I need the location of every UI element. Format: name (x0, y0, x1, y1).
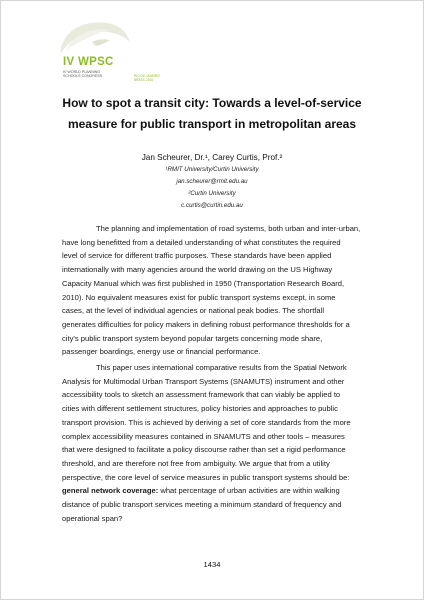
para2-line (62, 484, 362, 498)
para1-line: Capacity Manual which was first published in 1950 (Transportation Research Board, (62, 278, 345, 288)
para2-line: distance of public transport services meeting a minimum standard of frequency and (62, 500, 342, 510)
para1-line: 2010). No equivalent measures exist for public transport systems except, in some (62, 292, 336, 302)
para2-line: perspective, the core level of service measures in public transport systems should be: (62, 472, 350, 482)
para1-line: level of service for different traffic purposes. These standards have been applied (62, 251, 332, 261)
bold-term: general network coverage: (62, 486, 159, 496)
affiliation-1: ¹RMIT University/Curtin University (165, 166, 259, 173)
para1-line: passenger boardings, energy use or financial performance. (62, 347, 261, 357)
paragraph-2 (62, 361, 362, 525)
para2-line-text: This paper uses international comparative results from the Spatial Network (96, 363, 347, 372)
para2-line (62, 361, 362, 375)
para2-line: operational span? (62, 513, 123, 523)
para1-line: internationally with many agencies around the world drawing on the US Highway (62, 265, 333, 275)
affiliation-2: ²Curtin University (188, 190, 236, 197)
para1-line (62, 222, 362, 236)
logo-subtitle-line2: SCHOOLS CONGRESS (63, 74, 103, 79)
email-1: jan.scheurer@rmit.edu.au (176, 178, 248, 185)
logo-subtitle-line1: IV WORLD PLANNING (63, 70, 101, 74)
page-number: 1434 (203, 560, 221, 569)
para1-line: have long benefitted from a detailed understanding of what constitutes the required (62, 237, 341, 247)
para1-line: cases, at the level of individual agencies or national peak bodies. The shortfall (62, 306, 325, 316)
logo-subtitle (63, 70, 102, 79)
para2-line: threshold, and are therefore not free from ambiguity. We argue that from a utility (62, 458, 330, 468)
para2-line: accessibility tools to sketch an assessment framework that can viably be applied to (62, 390, 341, 400)
globe-icon (52, 20, 132, 56)
para1-line: generates difficulties for policy makers in defining robust performance thresholds for a (62, 319, 350, 329)
authors: Jan Scheurer, Dr.¹, Carey Curtis, Prof.² (141, 153, 283, 162)
paragraph-1 (62, 222, 362, 359)
logo-title: IV WPSC (63, 56, 114, 68)
para2-line: complex accessibility measures contained in SNAMUTS and other tools – measures (62, 431, 345, 441)
paper-title-line2: measure for public transport in metropolitan areas (67, 117, 357, 131)
para2-line-text: what percentage of urban activities are within walking (158, 486, 340, 496)
paper-title-line1: How to spot a transit city: Towards a level-of-service (62, 96, 362, 110)
para2-line: cities with different settlement structures, policy histories and approaches to public (62, 404, 338, 414)
email-2: c.curtis@curtin.edu.au (181, 202, 243, 209)
para1-line: city's public transport system beyond popular targets concerning mode share, (62, 333, 323, 343)
para2-line: Analysis for Multimodal Urban Transport Systems (SNAMUTS) instrument and other (62, 376, 345, 386)
para1-line-text: The planning and implementation of road systems, both urban and inter-urban, (96, 224, 361, 233)
logo-tagline: RIO DE JANEIRO · BRASIL 2016 (134, 74, 162, 82)
para2-line: that were designed to facilitate a policy discourse rather than set a rigid performance (62, 445, 346, 455)
para2-line: transport provision. This is achieved by deriving a set of core standards from the more (62, 417, 351, 427)
congress-logo (52, 20, 172, 84)
